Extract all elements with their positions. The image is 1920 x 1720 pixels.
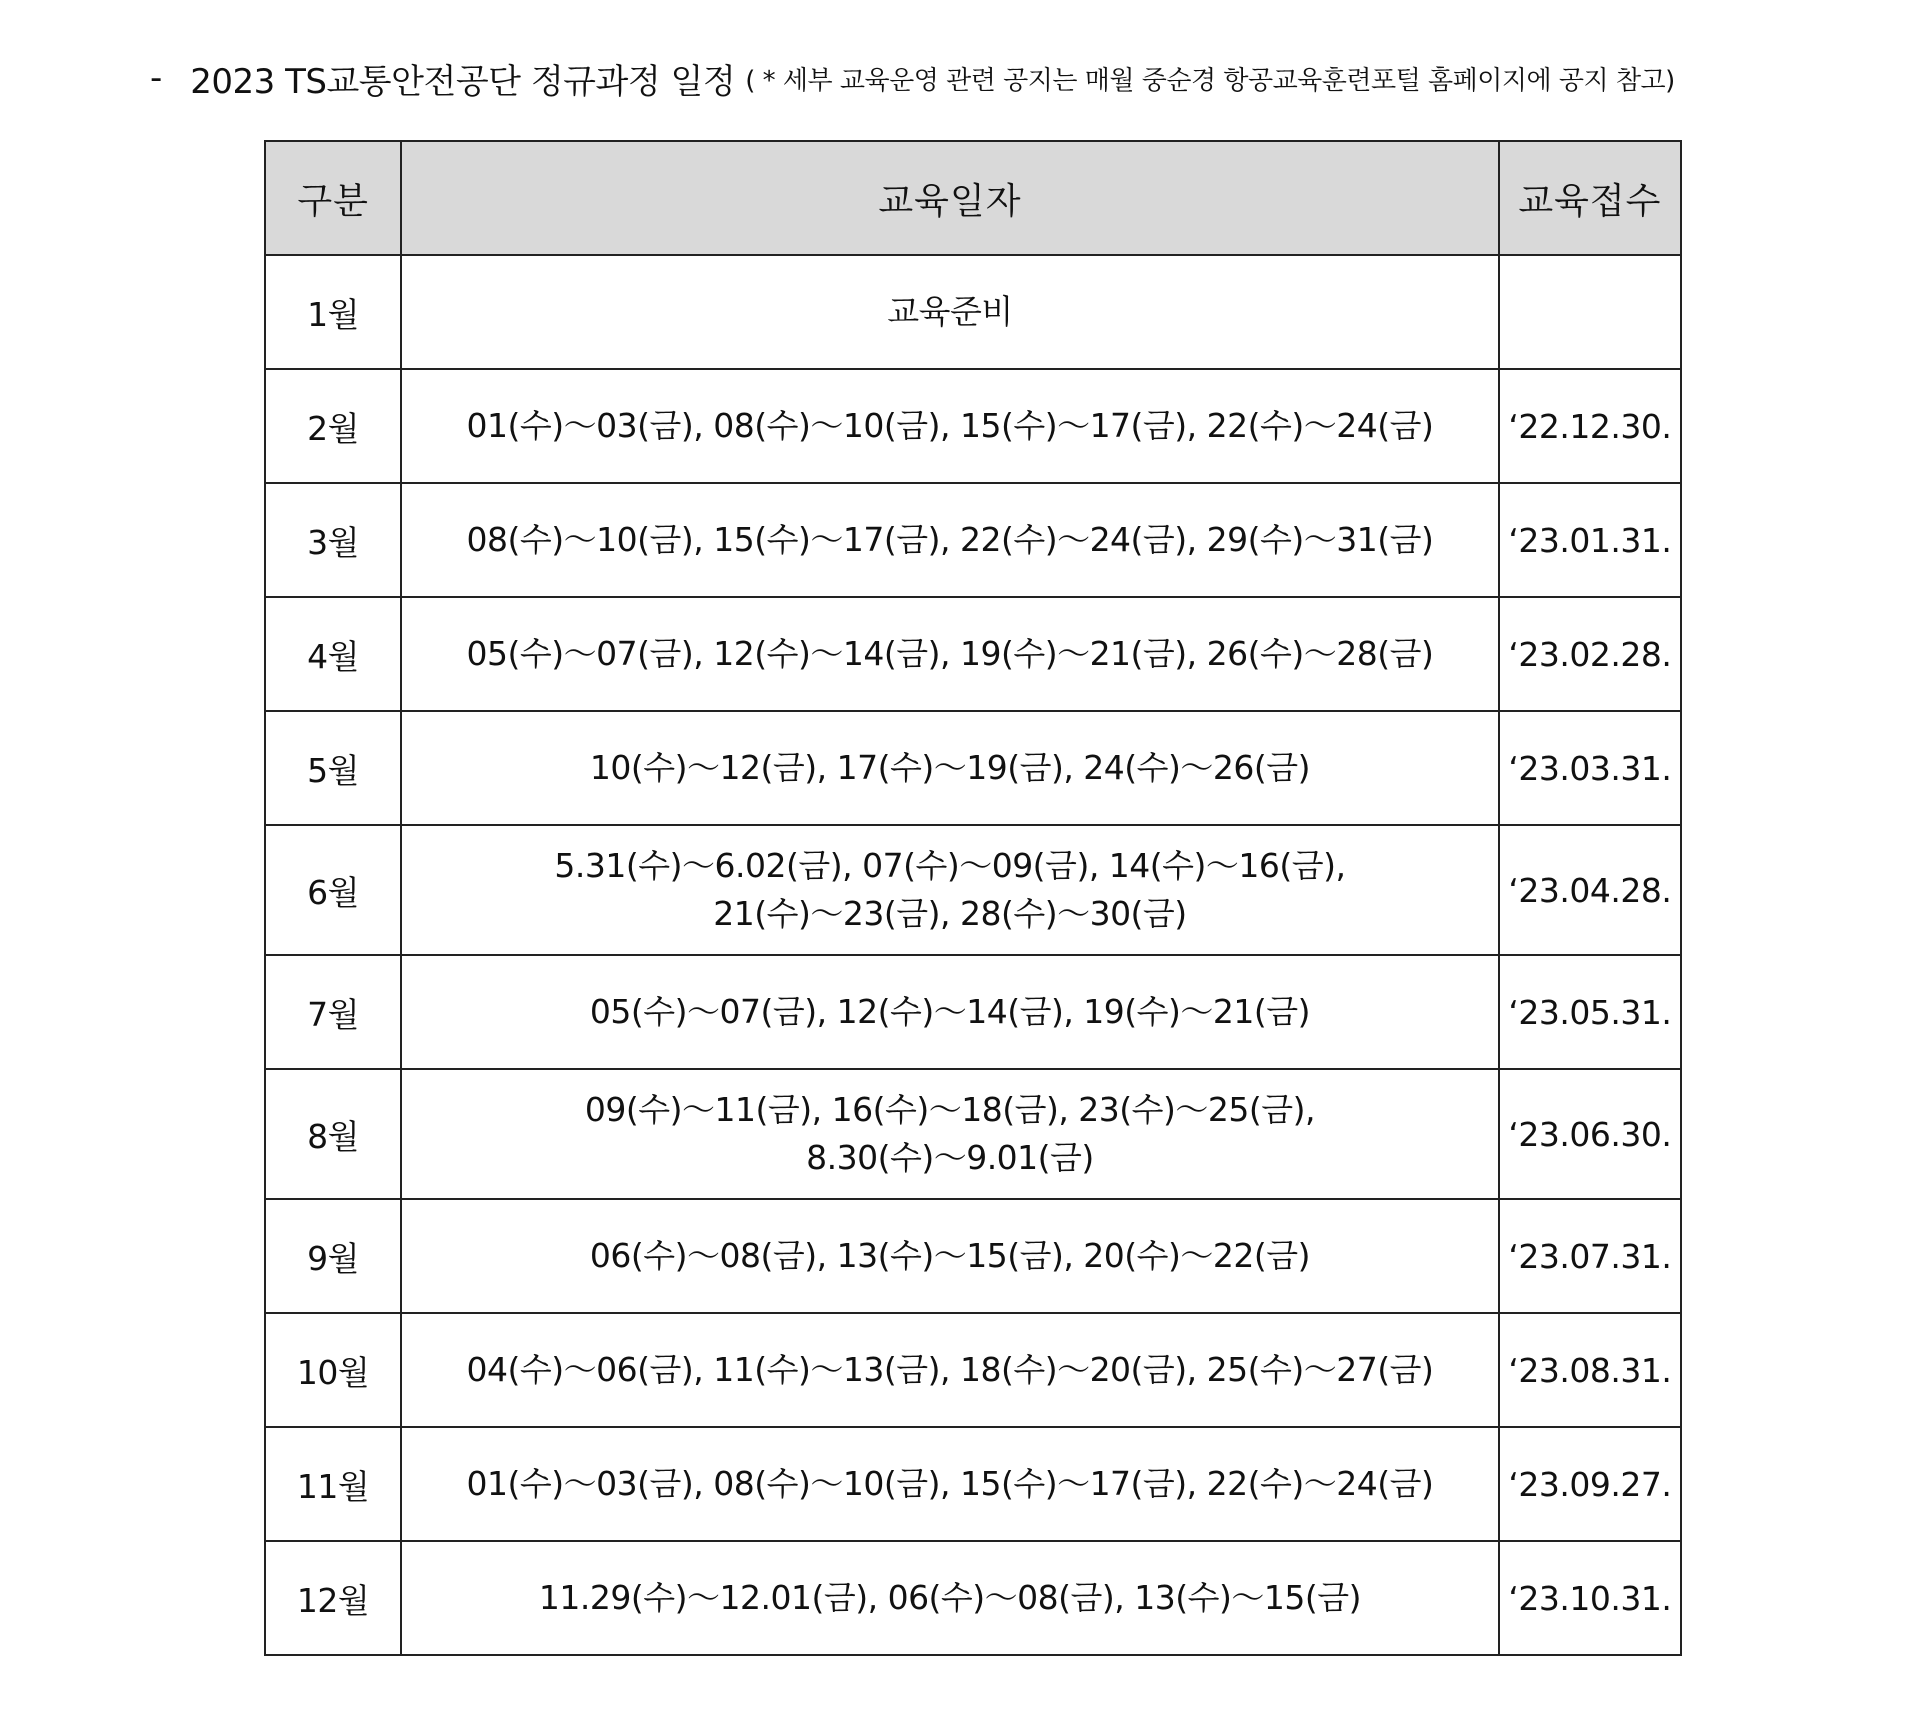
- header-dates: 교육일자: [401, 141, 1499, 255]
- cell-month: 5월: [265, 711, 401, 825]
- cell-dates: [401, 1541, 1499, 1655]
- date-line: 21(수)～23(금), 28(수)～30(금): [713, 894, 1187, 933]
- table-row: [265, 597, 1681, 711]
- cell-dates: [401, 711, 1499, 825]
- cell-dates: [401, 955, 1499, 1069]
- cell-month: 12월: [265, 1541, 401, 1655]
- cell-registration: ‘23.10.31.: [1499, 1541, 1681, 1655]
- table-row: [265, 255, 1681, 369]
- cell-registration: ‘23.02.28.: [1499, 597, 1681, 711]
- table-header-row: [265, 141, 1681, 255]
- heading-dash: -: [150, 58, 163, 98]
- schedule-table: [264, 140, 1682, 1656]
- date-line: 05(수)～07(금), 12(수)～14(금), 19(수)～21(금), 26(수)～28(금): [466, 634, 1434, 673]
- header-month: 구분: [265, 141, 401, 255]
- table-body: [265, 255, 1681, 1655]
- cell-registration: ‘23.03.31.: [1499, 711, 1681, 825]
- cell-month: 4월: [265, 597, 401, 711]
- table-row: [265, 1427, 1681, 1541]
- table-row: [265, 369, 1681, 483]
- page-title: 2023 TS교통안전공단 정규과정 일정: [190, 61, 736, 102]
- page-heading: [150, 48, 1675, 108]
- cell-month: 3월: [265, 483, 401, 597]
- cell-registration: ‘23.09.27.: [1499, 1427, 1681, 1541]
- date-line: 교육준비: [887, 292, 1013, 331]
- heading-note: ( * 세부 교육운영 관련 공지는 매월 중순경 항공교육훈련포털 홈페이지에 공지 참고): [745, 65, 1675, 96]
- cell-month: 10월: [265, 1313, 401, 1427]
- cell-month: 6월: [265, 825, 401, 955]
- cell-month: 8월: [265, 1069, 401, 1199]
- table-row: [265, 825, 1681, 955]
- cell-dates: [401, 255, 1499, 369]
- cell-registration: ‘23.05.31.: [1499, 955, 1681, 1069]
- cell-dates: [401, 369, 1499, 483]
- date-line: 04(수)～06(금), 11(수)～13(금), 18(수)～20(금), 25(수)～27(금): [466, 1350, 1434, 1389]
- table-row: [265, 711, 1681, 825]
- cell-registration: ‘23.01.31.: [1499, 483, 1681, 597]
- cell-dates: [401, 825, 1499, 955]
- cell-registration: ‘22.12.30.: [1499, 369, 1681, 483]
- cell-month: 7월: [265, 955, 401, 1069]
- cell-dates: [401, 597, 1499, 711]
- cell-month: 11월: [265, 1427, 401, 1541]
- cell-dates: [401, 1069, 1499, 1199]
- cell-dates: [401, 1427, 1499, 1541]
- table-row: [265, 1199, 1681, 1313]
- cell-registration: [1499, 255, 1681, 369]
- date-line: 5.31(수)～6.02(금), 07(수)～09(금), 14(수)～16(금),: [554, 846, 1346, 885]
- date-line: 11.29(수)～12.01(금), 06(수)～08(금), 13(수)～15(금): [538, 1578, 1362, 1617]
- date-line: 8.30(수)～9.01(금): [806, 1138, 1094, 1177]
- date-line: 05(수)～07(금), 12(수)～14(금), 19(수)～21(금): [589, 992, 1311, 1031]
- cell-dates: [401, 1313, 1499, 1427]
- cell-month: 1월: [265, 255, 401, 369]
- cell-month: 9월: [265, 1199, 401, 1313]
- cell-registration: ‘23.08.31.: [1499, 1313, 1681, 1427]
- header-registration: 교육접수: [1499, 141, 1681, 255]
- cell-registration: ‘23.07.31.: [1499, 1199, 1681, 1313]
- cell-registration: ‘23.04.28.: [1499, 825, 1681, 955]
- cell-dates: [401, 1199, 1499, 1313]
- cell-dates: [401, 483, 1499, 597]
- table-row: [265, 483, 1681, 597]
- date-line: 08(수)～10(금), 15(수)～17(금), 22(수)～24(금), 29(수)～31(금): [466, 520, 1434, 559]
- cell-month: 2월: [265, 369, 401, 483]
- date-line: 01(수)～03(금), 08(수)～10(금), 15(수)～17(금), 22(수)～24(금): [466, 1464, 1434, 1503]
- date-line: 09(수)～11(금), 16(수)～18(금), 23(수)～25(금),: [584, 1090, 1316, 1129]
- date-line: 06(수)～08(금), 13(수)～15(금), 20(수)～22(금): [589, 1236, 1311, 1275]
- cell-registration: ‘23.06.30.: [1499, 1069, 1681, 1199]
- table-row: [265, 1541, 1681, 1655]
- table-row: [265, 1313, 1681, 1427]
- table-row: [265, 955, 1681, 1069]
- table-row: [265, 1069, 1681, 1199]
- date-line: 10(수)～12(금), 17(수)～19(금), 24(수)～26(금): [589, 748, 1311, 787]
- date-line: 01(수)～03(금), 08(수)～10(금), 15(수)～17(금), 22(수)～24(금): [466, 406, 1434, 445]
